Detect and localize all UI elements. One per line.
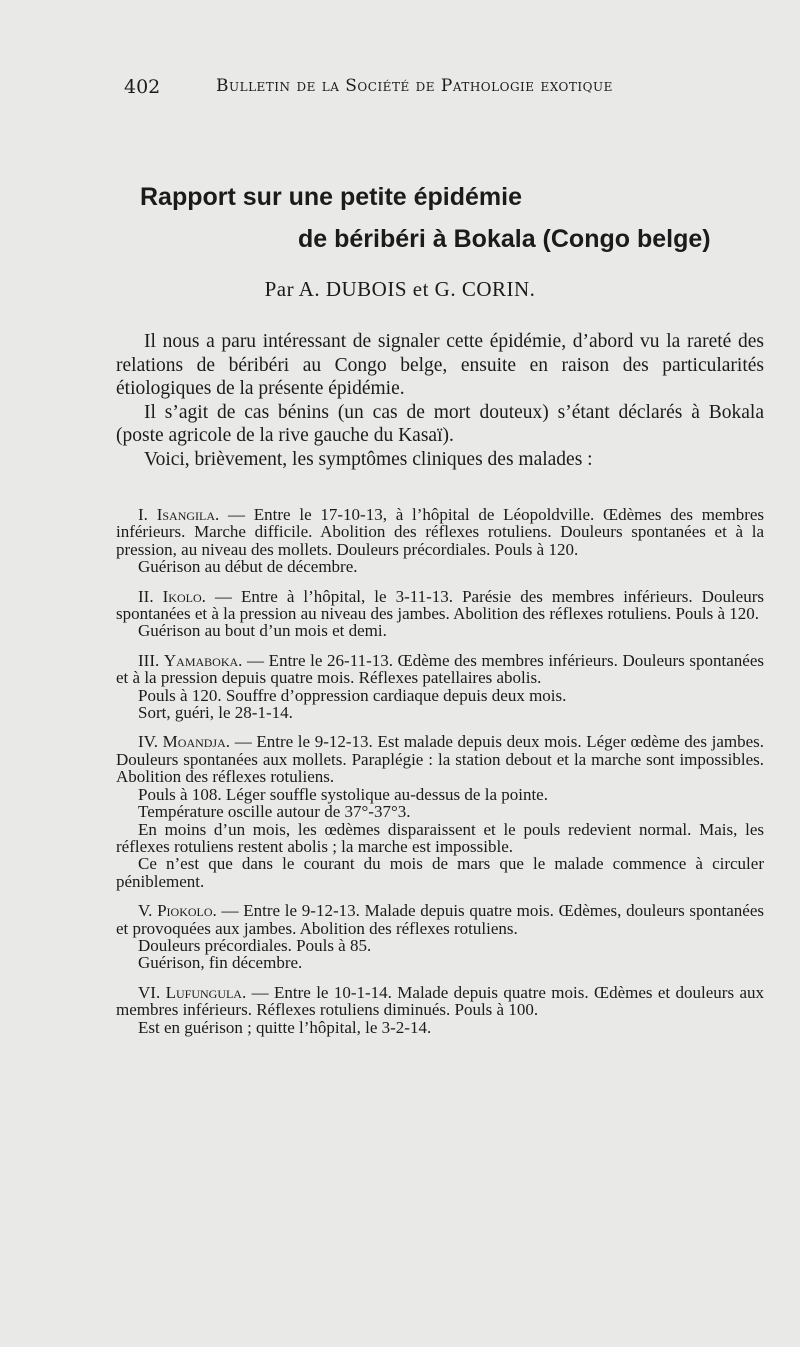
- case-numeral: VI.: [138, 982, 161, 1002]
- case-text: — Entre le 9-12-13. Malade depuis quatre mois. Œdèmes, douleurs spontanées et provoquées aux jambes. Abolition des réflexes rotuliens.: [116, 901, 765, 938]
- page-number: 402: [124, 76, 161, 98]
- intro-paragraph: Il s’agit de cas bénins (un cas de mort douteux) s’étant déclarés à Bokala (poste agricole de la rive gauche du Kasaï).: [116, 401, 764, 446]
- intro-paragraph: Il nous a paru intéressant de signaler cette épidémie, d’abord vu la rareté des relations de béribéri au Congo belge, ensuite en raison des particularités étiologiques de la présente épidémie.: [116, 331, 764, 399]
- case-numeral: I.: [138, 505, 148, 524]
- article-authors: Par A. DUBOIS et G. CORIN.: [264, 277, 536, 301]
- case-paragraph: Température oscille autour de 37°-37°3.: [138, 802, 411, 822]
- case-paragraph: Douleurs précordiales. Pouls à 85.: [138, 935, 372, 955]
- running-title: Bulletin de la Société de Pathologie exotique: [216, 76, 613, 96]
- article-title-line-2: de béribéri à Bokala (Congo belge): [298, 225, 711, 253]
- case-text: — Entre le 9-12-13. Est malade depuis deux mois. Léger œdème des jambes. Douleurs spontanées aux mollets. Paraplégie : la station debout et la marche sont impossibles. Abolition des réflexes rotuliens.: [116, 732, 765, 787]
- case-text: — Entre le 10-1-14. Malade depuis quatre mois. Œdèmes et douleurs aux membres inférieurs. Réflexes rotuliens diminués. Pouls à 100.: [116, 982, 765, 1020]
- case-name: Moandja.: [162, 732, 231, 752]
- case-entry: [116, 588, 764, 640]
- case-name: Yamaboka.: [163, 650, 243, 670]
- case-paragraph: Guérison, fin décembre.: [138, 953, 303, 973]
- case-entry: [116, 984, 764, 1036]
- case-entry: [116, 652, 764, 722]
- case-numeral: II.: [138, 586, 154, 606]
- page-header: [124, 76, 684, 106]
- case-numeral: V.: [138, 901, 153, 921]
- case-name: Piokolo.: [157, 901, 217, 921]
- case-paragraph: [116, 984, 764, 1019]
- case-paragraph: [116, 588, 764, 623]
- case-paragraph: [116, 652, 764, 687]
- case-paragraph: Est en guérison ; quitte l’hôpital, le 3-2-14.: [138, 1017, 432, 1037]
- case-name: Lufungula.: [165, 982, 247, 1002]
- case-paragraph: En moins d’un mois, les œdèmes disparaissent et le pouls redevient normal. Mais, les réflexes rotuliens restent abolis ; la marche est impossible.: [116, 819, 764, 856]
- case-numeral: III.: [138, 650, 160, 670]
- case-paragraph: [116, 902, 764, 937]
- case-paragraph: Sort, guéri, le 28-1-14.: [138, 703, 293, 723]
- case-numeral: IV.: [138, 732, 158, 752]
- case-paragraph: Ce n’est que dans le courant du mois de mars que le malade commence à circuler péniblement.: [116, 854, 764, 891]
- case-text: — Entre le 26-11-13. Œdème des membres inférieurs. Douleurs spontanées et à la pression depuis quatre mois. Réflexes patellaires abolis.: [116, 650, 765, 688]
- case-paragraph: Guérison au bout d’un mois et demi.: [138, 621, 387, 641]
- case-paragraph: Guérison au début de décembre.: [138, 557, 358, 577]
- case-name: Ikolo.: [162, 586, 206, 606]
- case-name: Isangila.: [156, 505, 220, 524]
- case-paragraph: [116, 733, 764, 785]
- case-text: — Entre le 17-10-13, à l’hôpital de Léopoldville. Œdèmes des membres inférieurs. Marche difficile. Abolition des réflexes rotuliens. Douleurs spontanées et à la pression, au niveau des mollets. Douleurs précordiales. Pouls à 120.: [116, 505, 765, 559]
- case-paragraph: Pouls à 120. Souffre d’oppression cardiaque depuis deux mois.: [138, 685, 567, 705]
- case-entry: [116, 733, 764, 890]
- case-paragraph: Pouls à 108. Léger souffle systolique au-dessus de la pointe.: [138, 784, 548, 804]
- case-entry: [116, 506, 764, 576]
- intro-section: [116, 330, 764, 471]
- case-entry: [116, 902, 764, 972]
- case-list: [116, 506, 764, 1048]
- case-text: — Entre à l’hôpital, le 3-11-13. Parésie des membres inférieurs. Douleurs spontanées et à la pression au niveau des jambes. Abolition des réflexes rotuliens. Pouls à 120.: [116, 586, 765, 624]
- case-paragraph: [116, 506, 764, 558]
- intro-paragraph: Voici, brièvement, les symptômes cliniques des malades :: [144, 448, 593, 470]
- article-title-line-1: Rapport sur une petite épidémie: [140, 183, 523, 211]
